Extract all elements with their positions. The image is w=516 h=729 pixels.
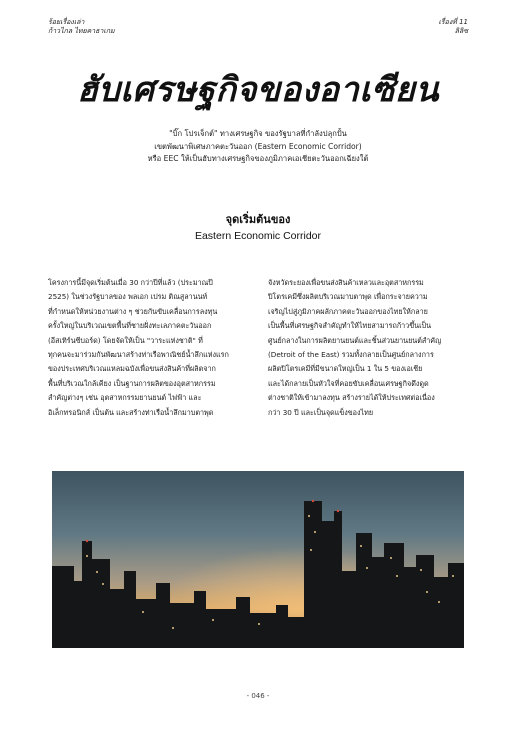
header-series-sublabel: ก้าวไกล ไทยคาธาเกม [48,27,115,35]
body-line: (อีสเทิร์นซีบอร์ด) โดยจัดให้เป็น "วาระแห่งชาติ" ที่ [48,335,203,345]
body-line: ทุกคนจะมาร่วมกันพัฒนาสร้างท่าเรือพาณิชย์น้ำลึกแห่งแรก [48,350,229,360]
body-line: เป็นพื้นที่เศรษฐกิจสำคัญทำให้ไทยสามารถก้าวขึ้นเป็น [268,321,431,331]
header-chapter-label: เรื่องที่ 11 [438,18,468,26]
header-left [48,18,115,36]
page-subtitle [60,128,456,166]
header-series-label: ร้อยเรื่องเล่า [48,18,85,26]
body-line: (Detroit of the East) รวมทั้งกลายเป็นศูนย์กลางการ [268,350,434,360]
body-line: ปิโตรเคมีซึ่งผลิตบริเวณมาบตาพุด เพื่อกระจายความ [268,292,428,302]
body-line: สำคัญต่างๆ เช่น อุตสาหกรรมยานยนต์ ไฟฟ้า และ [48,393,202,403]
body-line: เจริญไปสู่ภูมิภาคผลักภาคตะวันออกของไทยให้กลาย [268,306,428,316]
section-title: จุดเริ่มต้นของ [225,213,291,226]
subtitle-line-1: "บิ๊ก โปรเจ็กต์" ทางเศรษฐกิจ ของรัฐบาลที่กำลังปลุกปั้น [169,129,347,138]
subtitle-line-3: หรือ EEC ให้เป็นฮับทางเศรษฐกิจของภูมิภาคเอเชียตะวันออกเฉียงใต้ [147,154,369,163]
body-line: พื้นที่บริเวณใกล้เคียง เป็นฐานการผลิตของอุตสาหกรรม [48,378,216,388]
body-line: จังหวัดระยองเพื่อขนส่งสินค้าเหลวและอุตสาหกรรม [268,278,424,287]
body-column-right [268,276,468,420]
body-line: ครั้งใหญ่ในบริเวณเขตพื้นที่ชายฝั่งทะเลภาคตะวันออก [48,321,212,331]
body-line: ต่างชาติให้เข้ามาลงทุน สร้างรายได้ให้ประเทศต่อเนื่อง [268,393,435,403]
body-line: ศูนย์กลางในการผลิตยานยนต์และชิ้นส่วนยานยนต์สำคัญ [268,335,442,345]
body-line: ของประเทศบริเวณแหลมฉบังเพื่อขนส่งสินค้าที่ผลิตจาก [48,364,216,374]
body-line: และได้กลายเป็นหัวใจที่คอยขับเคลื่อนเศรษฐกิจดึงดูด [268,378,429,388]
body-line: โครงการนี้มีจุดเริ่มต้นเมื่อ 30 กว่าปีที่แล้ว (ประมาณปี [48,278,213,287]
body-column-left [48,276,248,420]
page-title: ฮับเศรษฐกิจของอาเซียน [76,70,440,110]
section-subtitle: Eastern Economic Corridor [194,230,322,242]
page-number: - 046 - [246,692,270,700]
header-right [438,18,468,36]
header-chapter-sublabel: ลิลิซ [454,27,468,35]
city-skyline-photo [52,471,464,648]
body-line: ผลิตปิโตรเคมีที่มีขนาดใหญ่เป็น 1 ใน 5 ของเอเชีย [268,364,423,374]
body-line: ที่กำหนดให้หน่วยงานต่าง ๆ ช่วยกันขับเคลื่อนการลงทุน [48,306,218,316]
body-line: กว่า 30 ปี และเป็นจุดแข็งของไทย [268,407,374,417]
body-line: 2525) ในช่วงรัฐบาลของ พลเอก เปรม ติณสูลานนท์ [48,292,208,302]
subtitle-line-2: เขตพัฒนาพิเศษภาคตะวันออก (Eastern Economic Corridor) [154,141,362,151]
body-line: อิเล็กทรอนิกส์ เป็นต้น และสร้างท่าเรือน้ำลึกมาบตาพุด [48,407,214,417]
